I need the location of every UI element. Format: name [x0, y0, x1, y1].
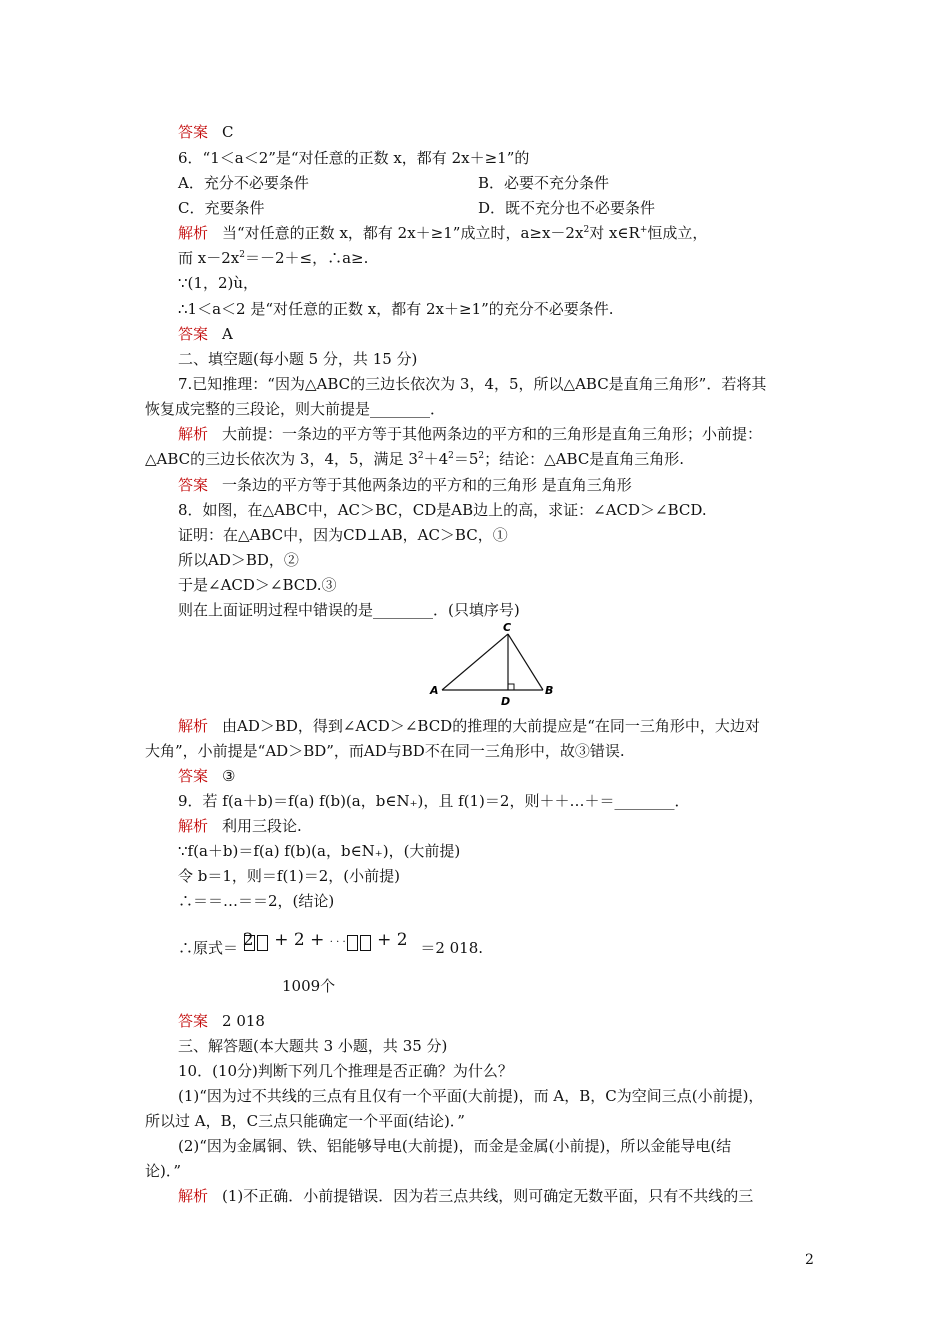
q9-formula: [178, 930, 484, 963]
q6-analysis-line-3: ∵(1，2)ù，: [178, 274, 258, 292]
analysis-tag: 解析: [178, 717, 209, 735]
q8-proof-2: 所以AD＞BD，②: [178, 551, 299, 569]
q6-analysis-line-1: 解析 当“对任意的正数 x，都有 2x＋≥1”成立时，$a\ge x-2x^2$对 x∈R+恒成立，: [178, 224, 708, 242]
q6-option-d: D．既不充分也不必要条件: [478, 199, 656, 217]
fraction-box: [244, 935, 255, 951]
q10-part1-line-1: (1)“因为过不共线的三点有且仅有一个平面(大前提)，而 A，B，C为空间三点(小前提)，: [178, 1087, 764, 1105]
formula-suffix: ＝2 018.: [420, 939, 484, 957]
section-heading-3: 三、解答题(本大题共 3 小题，共 35 分): [178, 1037, 448, 1055]
q6-stem: 6．“1＜a＜2”是“对任意的正数 x，都有 2x＋≥1”的: [178, 149, 530, 167]
formula-term-2: 2: [293, 930, 305, 950]
page-number: 2: [805, 1252, 814, 1268]
answer-value: C: [222, 123, 234, 141]
triangle-figure: [425, 622, 560, 714]
q10-part2-line-1: (2)“因为金属铜、铁、铝能够导电(大前提)，而金是金属(小前提)，所以金能导电(结: [178, 1137, 732, 1155]
q8-analysis-text: 由AD＞BD，得到∠ACD＞∠BCD的推理的大前提应是“在同一三角形中，大边对: [222, 717, 760, 735]
answer-tag: 答案: [178, 325, 209, 343]
q10-analysis-text: (1)不正确．小前提错误．因为若三点共线，则可确定无数平面，只有不共线的三: [222, 1187, 754, 1205]
q7-analysis-line-1: [178, 424, 762, 444]
q6-analysis-text-c: 恒成立，: [647, 224, 708, 242]
q9-answer-line: [178, 1011, 265, 1031]
q10-part1-line-2: 所以过 A，B，C三点只能确定一个平面(结论)．”: [145, 1112, 465, 1130]
vertex-label-c: C: [503, 622, 512, 634]
q8-answer-line: [178, 766, 235, 786]
q6-analysis-text-b: 对 x∈R: [589, 224, 640, 242]
q9-analysis-line-4: ∴＝＝…＝＝2，(结论): [178, 892, 335, 910]
q10-analysis-line-1: [178, 1186, 753, 1206]
q10-stem: 10．(10分)判断下列几个推理是否正确？为什么？: [178, 1062, 513, 1080]
analysis-tag: 解析: [178, 425, 209, 443]
q6-option-b: B．必要不充分条件: [478, 174, 610, 192]
q8-proof-1: 证明：在△ABC中，因为CD⊥AB，AC＞BC，①: [178, 526, 508, 544]
q6-analysis-text: 当“对任意的正数 x，都有 2x＋≥1”成立时，a≥x－2x: [222, 224, 584, 242]
q9-analysis-line-1: [178, 816, 302, 836]
q9-analysis-line-2: ∵f(a＋b)＝f(a) f(b)(a，b∈N₊)，(大前提): [178, 842, 461, 860]
q6-option-c: C．充要条件: [178, 199, 265, 217]
q6-option-a: A．充分不必要条件: [178, 174, 309, 192]
q6-analysis-line-4: ∴1＜a＜2 是“对任意的正数 x，都有 2x＋≥1”的充分不必要条件.: [178, 300, 614, 318]
q9-analysis-text: 利用三段论.: [222, 817, 302, 835]
formula-prefix: ∴原式＝: [178, 939, 239, 957]
q8-proof-3: 于是∠ACD＞∠BCD.③: [178, 576, 337, 594]
q7-stem-line-2: 恢复成完整的三段论，则大前提是________．: [145, 400, 446, 418]
fraction-box: [257, 935, 268, 951]
q7-analysis-line-2: △ABC的三边长依次为 3，4，5，满足 $3^2+4^2=5^2$；结论：△ABC是直角三角形.: [145, 450, 685, 468]
answer-tag: 答案: [178, 476, 209, 494]
q6-analysis-2a: 而 x－2x: [178, 249, 240, 267]
answer-line: [178, 122, 234, 142]
section-heading-2: 二、填空题(每小题 5 分，共 15 分): [178, 350, 418, 368]
formula-plus-2: +: [310, 930, 325, 950]
answer-value: 2 018: [222, 1012, 265, 1030]
answer-value: A: [222, 325, 233, 343]
fraction-box: [347, 935, 358, 951]
answer-tag: 答案: [178, 123, 209, 141]
vertex-label-d: D: [501, 695, 511, 708]
q8-analysis-line-2: 大角”，小前提是“AD＞BD”，而AD与BD不在同一三角形中，故③错误.: [145, 742, 625, 760]
formula-ellipsis: · · ·: [329, 937, 346, 948]
q7-analysis-2b: ＋4: [423, 450, 449, 468]
q8-analysis-line-1: [178, 716, 760, 736]
formula-count: 1009个: [282, 977, 336, 995]
q7-analysis-2c: ＝5: [453, 450, 479, 468]
formula-term-1: 2: [242, 930, 254, 950]
vertex-label-b: B: [545, 684, 554, 697]
q7-analysis-2d: ；结论：△ABC是直角三角形.: [484, 450, 685, 468]
formula-plus-3: +: [377, 930, 392, 950]
q6-analysis-line-2: 而 $x-2x^2=-2+\le$，∴a≥.: [178, 249, 369, 267]
q7-stem-line-1: 7.已知推理：“因为△ABC的三边长依次为 3，4，5，所以△ABC是直角三角形”．若将其: [178, 375, 767, 393]
fraction-box: [360, 935, 371, 951]
q6-answer-line: [178, 324, 233, 344]
answer-tag: 答案: [178, 1012, 209, 1030]
answer-tag: 答案: [178, 767, 209, 785]
q8-prompt: 则在上面证明过程中错误的是________．(只填序号): [178, 601, 520, 619]
q10-part2-line-2: 论)．”: [145, 1162, 182, 1180]
answer-value: 一条边的平方等于其他两条边的平方和的三角形 是直角三角形: [222, 476, 632, 494]
formula-plus-1: +: [274, 930, 289, 950]
q8-stem: 8．如图，在△ABC中，AC＞BC，CD是AB边上的高，求证：∠ACD＞∠BCD.: [178, 501, 707, 519]
analysis-tag: 解析: [178, 224, 209, 242]
q7-answer-line: [178, 475, 632, 495]
q7-analysis-2a: △ABC的三边长依次为 3，4，5，满足 3: [145, 450, 418, 468]
vertex-label-a: A: [430, 684, 439, 697]
q6-analysis-2b: ＝－2＋≤，∴a≥.: [244, 249, 369, 267]
analysis-tag: 解析: [178, 1187, 209, 1205]
q7-analysis-text: 大前提：一条边的平方等于其他两条边的平方和的三角形是直角三角形；小前提：: [222, 425, 763, 443]
formula-term-3: 2: [396, 930, 408, 950]
analysis-tag: 解析: [178, 817, 209, 835]
q9-stem: 9．若 f(a＋b)＝f(a) f(b)(a，b∈N₊)，且 f(1)＝2，则＋＋…＋＝________．: [178, 792, 690, 810]
q9-analysis-line-3: 令 b＝1，则＝f(1)＝2，(小前提): [178, 867, 400, 885]
answer-value: ③: [222, 767, 236, 785]
